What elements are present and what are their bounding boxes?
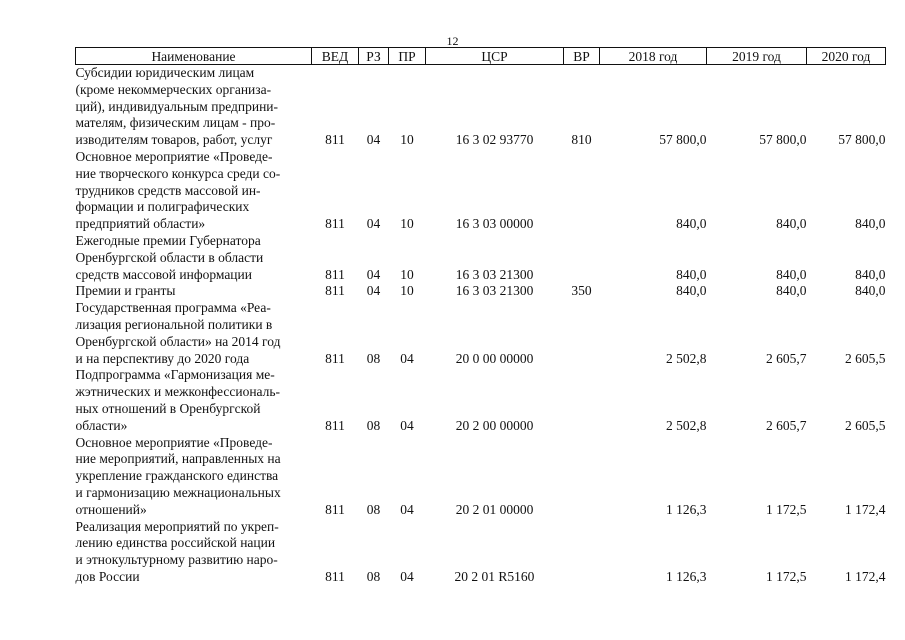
cell-rz: 08 [366,501,381,517]
cell-2019: 57 800,0 [759,132,807,148]
name-line: лению единства российской нации [75,535,276,551]
name-line: Основное мероприятие «Проведе- [75,434,273,450]
cell-vr [564,149,600,233]
name-line: ние творческого конкурса среди со- [75,165,281,181]
cell-2018: 840,0 [676,283,707,299]
cell-pr: 10 [400,266,414,282]
table-body [76,65,886,586]
col-header-ved: ВЕД [312,48,359,65]
name-line: ций), индивидуальным предприни- [75,98,279,114]
cell-vr [564,367,600,434]
col-header-name: Наименование [76,48,312,65]
cell-2020: 2 605,5 [845,417,886,433]
name-line: Основное мероприятие «Проведе- [75,148,273,164]
table-row [76,149,886,233]
cell-ved: 811 [325,417,345,433]
cell-2020: 840,0 [855,216,886,232]
cell-csr: 20 2 00 00000 [455,417,534,433]
name-line: средств массовой информации [75,266,252,282]
name-line: дов России [75,568,140,584]
cell-rz: 04 [366,266,381,282]
cell-2018: 840,0 [676,216,707,232]
name-line: Субсидии юридическим лицам [75,65,255,80]
name-line: Государственная программа «Реа- [75,300,271,316]
page-number: 12 [446,34,459,48]
name-line: и на перспективу до 2020 года [75,350,250,366]
name-line: Подпрограмма «Гармонизация ме- [75,367,275,383]
cell-csr: 16 3 03 00000 [455,216,534,232]
cell-2018: 2 502,8 [666,350,707,366]
name-line: отношений» [75,501,147,517]
cell-pr: 10 [400,132,414,148]
cell-ved: 811 [325,501,345,517]
cell-ved: 811 [325,350,345,366]
cell-ved: 811 [325,568,345,584]
cell-2019: 2 605,7 [766,417,807,433]
cell-2019: 840,0 [776,216,807,232]
name-line: Оренбургской области в области [75,249,264,265]
name-line: лизация региональной политики в [75,316,273,332]
col-header-2020: 2020 год [807,48,886,65]
name-line: предприятий области» [75,216,206,232]
cell-2020: 57 800,0 [838,132,886,148]
name-line: жэтнических и межконфессиональ- [75,384,281,400]
cell-vr [564,519,600,586]
cell-name [76,435,312,519]
cell-2018: 840,0 [676,266,707,282]
cell-2020: 2 605,5 [845,350,886,366]
name-line: Реализация мероприятий по укреп- [75,518,279,534]
cell-name [76,367,312,434]
name-line: изводителям товаров, работ, услуг [75,132,273,148]
name-line: и этнокультурному развитию наро- [75,552,278,568]
cell-ved: 811 [325,266,345,282]
cell-rz: 04 [366,283,381,299]
name-line: укрепление гражданского единства [75,468,279,484]
name-line: Ежегодные премии Губернатора [75,232,261,248]
col-header-2019: 2019 год [707,48,807,65]
col-header-pr: ПР [389,48,426,65]
cell-name [76,233,312,283]
name-line: ных отношений в Оренбургской [75,400,261,416]
col-header-csr: ЦСР [426,48,564,65]
cell-name [76,283,312,300]
name-line: и гармонизацию межнациональных [75,484,281,500]
cell-pr: 04 [400,417,414,433]
cell-rz: 08 [366,417,381,433]
cell-pr: 04 [400,568,414,584]
cell-csr: 16 3 03 21300 [455,283,534,299]
cell-rz: 04 [366,216,381,232]
table-header-row [76,48,886,65]
name-line: области» [75,417,128,433]
cell-vr [564,233,600,283]
cell-csr: 20 0 00 00000 [455,350,534,366]
name-line: трудников средств массовой ин- [75,182,261,198]
cell-2019: 840,0 [776,283,807,299]
cell-vr: 810 [571,132,592,148]
cell-csr: 16 3 03 21300 [455,266,534,282]
cell-vr: 350 [571,283,592,299]
cell-2019: 840,0 [776,266,807,282]
table-row [76,367,886,434]
col-header-2018: 2018 год [600,48,707,65]
table-row [76,519,886,586]
cell-2019: 1 172,5 [766,568,807,584]
name-line: ние мероприятий, направленных на [75,451,281,467]
cell-vr [564,300,600,367]
cell-rz: 04 [366,132,381,148]
cell-ved: 811 [325,216,345,232]
name-line: мателям, физическим лицам - про- [75,115,276,131]
cell-name [76,149,312,233]
cell-ved: 811 [325,132,345,148]
cell-2020: 1 172,4 [845,501,886,517]
cell-name [76,65,312,149]
cell-2019: 1 172,5 [766,501,807,517]
budget-table [75,47,886,586]
table-row [76,233,886,283]
name-line: формации и полиграфических [75,199,250,215]
cell-pr: 10 [400,216,414,232]
table-row [76,65,886,149]
cell-2019: 2 605,7 [766,350,807,366]
cell-ved: 811 [325,283,345,299]
col-header-vr: ВР [564,48,600,65]
cell-csr: 16 3 02 93770 [455,132,534,148]
cell-2018: 2 502,8 [666,417,707,433]
cell-pr: 10 [400,283,414,299]
cell-name [76,519,312,586]
cell-2020: 1 172,4 [845,568,886,584]
cell-name [76,300,312,367]
cell-csr: 20 2 01 R5160 [454,568,535,584]
table-row [76,300,886,367]
table-row [76,283,886,300]
cell-2020: 840,0 [855,266,886,282]
cell-2018: 1 126,3 [666,568,707,584]
cell-pr: 04 [400,350,414,366]
cell-rz: 08 [366,350,381,366]
col-header-rz: РЗ [359,48,389,65]
cell-csr: 20 2 01 00000 [455,501,534,517]
cell-2018: 1 126,3 [666,501,707,517]
cell-2020: 840,0 [855,283,886,299]
name-line: (кроме некоммерческих организа- [75,81,272,97]
name-line: Премии и гранты [75,283,176,299]
cell-pr: 04 [400,501,414,517]
name-line: Оренбургской области» на 2014 год [75,333,281,349]
table-row [76,435,886,519]
cell-2018: 57 800,0 [659,132,707,148]
cell-rz: 08 [366,568,381,584]
cell-vr [564,435,600,519]
